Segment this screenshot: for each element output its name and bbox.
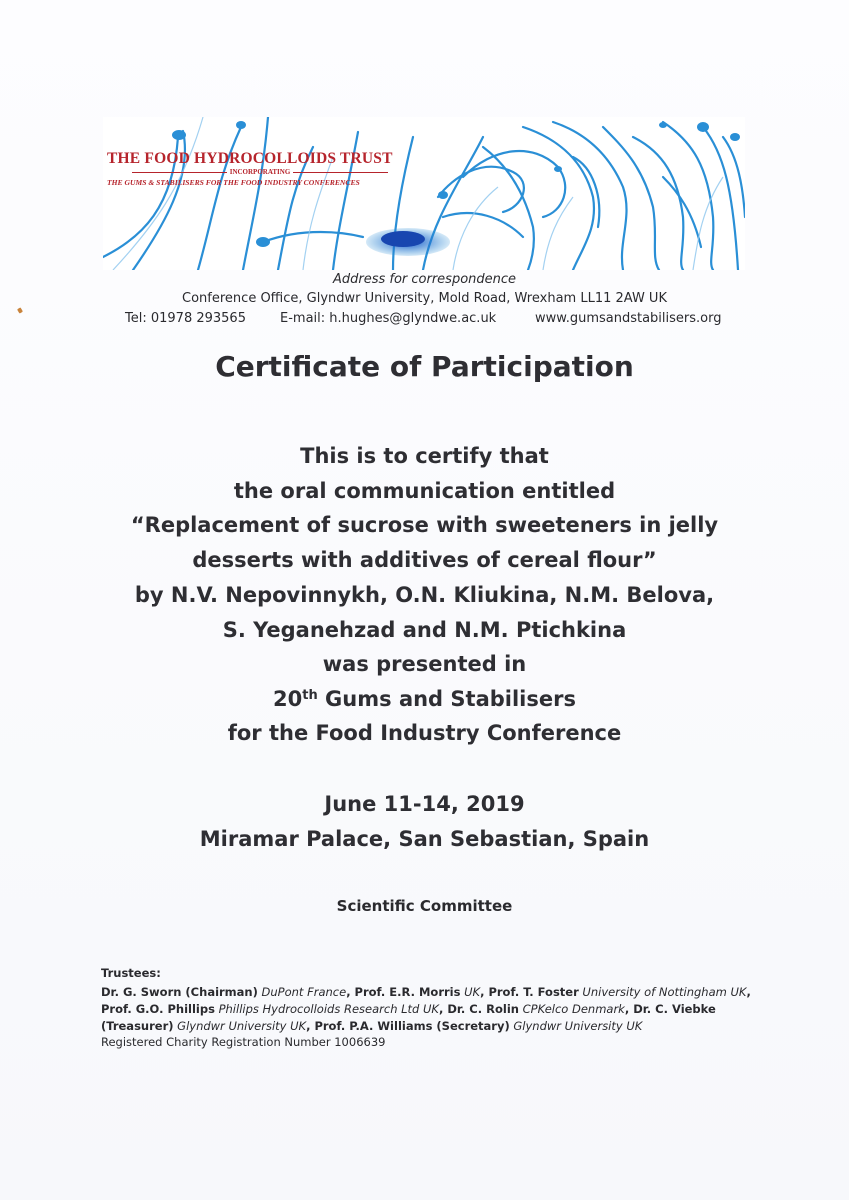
conference-name: Gums and Stabilisers <box>317 687 576 711</box>
trustee-name: , Dr. C. Viebke (Treasurer) <box>101 1002 716 1033</box>
trustees-label: Trustees: <box>101 966 161 980</box>
authors-line-1: by N.V. Nepovinnykh, O.N. Kliukina, N.M. Belova, <box>134 583 715 607</box>
scientific-committee: Scientific Committee <box>336 897 513 915</box>
trustee-org: Glyndwr University UK <box>509 1019 643 1033</box>
trustee-name: , Prof. G.O. Phillips <box>101 985 751 1016</box>
certify-line: This is to certify that <box>300 444 549 468</box>
conference-ordinal: th <box>302 688 318 703</box>
charity-number: Registered Charity Registration Number 1006639 <box>101 1035 386 1049</box>
communication-line: the oral communication entitled <box>233 479 616 503</box>
ink-swirl-art <box>103 117 745 270</box>
presented-line: was presented in <box>322 652 527 676</box>
header-banner <box>103 117 745 270</box>
telephone: Tel: 01978 293565 <box>125 311 246 326</box>
trust-name: THE FOOD HYDROCOLLOIDS TRUST <box>107 150 393 167</box>
trustee-org: CPKelco Denmark <box>518 1002 625 1016</box>
conference-number: 20 <box>273 687 303 711</box>
conference-venue: Miramar Palace, San Sebastian, Spain <box>199 827 650 851</box>
certificate-title: Certificate of Participation <box>215 350 634 383</box>
trustee-name: , Prof. E.R. Morris <box>346 985 461 999</box>
trustee-org: DuPont France <box>257 985 347 999</box>
trustee-name: , Prof. T. Foster <box>480 985 579 999</box>
address-line: Conference Office, Glyndwr University, Mold Road, Wrexham LL11 2AW UK <box>182 291 667 306</box>
conference-line-2: for the Food Industry Conference <box>227 721 622 745</box>
website-link: www.gumsandstabilisers.org <box>535 311 722 326</box>
conference-dates: June 11-14, 2019 <box>324 792 525 816</box>
conference-line-1 <box>0 686 849 712</box>
paper-title-line-1: “Replacement of sucrose with sweeteners in jelly <box>130 513 719 537</box>
trustee-org: Glyndwr University UK <box>173 1019 307 1033</box>
trustee-org: UK <box>460 985 481 999</box>
trustee-name: , Prof. P.A. Williams (Secretary) <box>306 1019 510 1033</box>
trustee-name: , Dr. C. Rolin <box>438 1002 519 1016</box>
trust-subtitle: THE GUMS & STABILISERS FOR THE FOOD INDUSTRY CONFERENCES <box>107 178 360 187</box>
scan-mark <box>17 307 23 313</box>
incorporating-label: INCORPORATING <box>107 168 413 176</box>
trustee-org: Phillips Hydrocolloids Research Ltd UK <box>214 1002 439 1016</box>
paper-title-line-2: desserts with additives of cereal flour” <box>192 548 657 572</box>
authors-line-2: S. Yeganehzad and N.M. Ptichkina <box>222 618 627 642</box>
address-label: Address for correspondence <box>332 272 517 287</box>
trustee-name: Dr. G. Sworn (Chairman) <box>101 985 258 999</box>
trustees-list <box>101 984 751 1035</box>
email-address: E-mail: h.hughes@glyndwe.ac.uk <box>280 311 497 326</box>
trustee-org: University of Nottingham UK <box>578 985 747 999</box>
